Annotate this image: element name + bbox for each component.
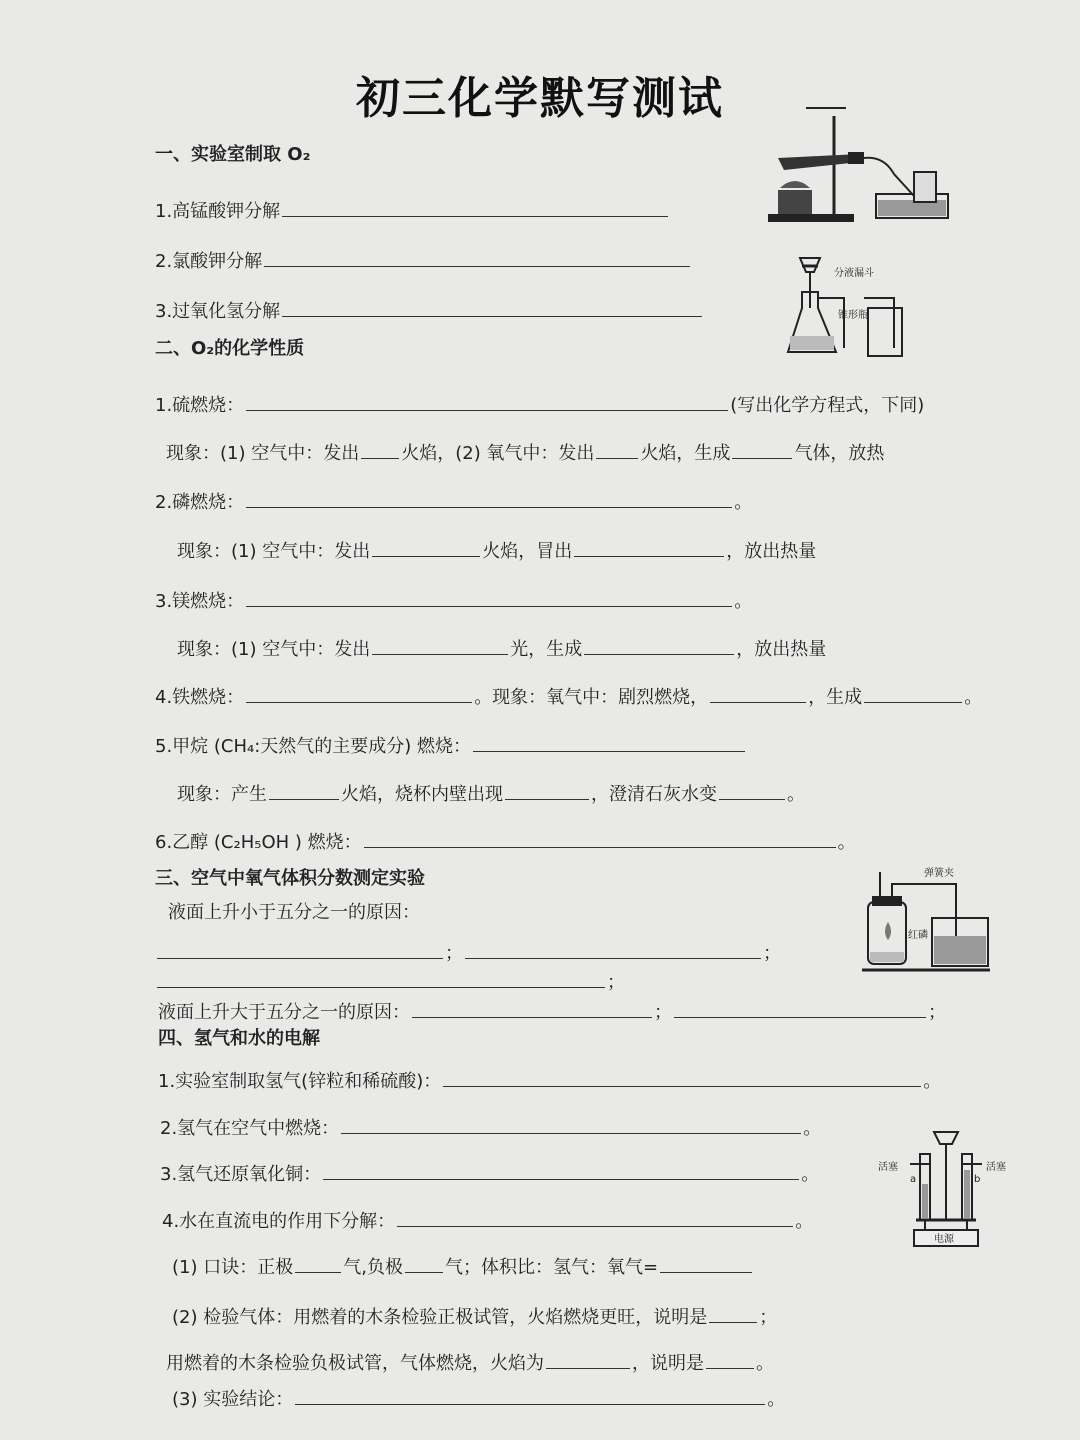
phen-text: 火焰，烧杯内壁出现: [341, 784, 503, 805]
p-text: (2) 检验气体：用燃着的木条检验正极试管，火焰燃烧更旺，说明是: [172, 1307, 708, 1328]
answer-blank[interactable]: [323, 1159, 799, 1180]
p-text: (1) 口诀：正极: [172, 1257, 294, 1278]
answer-blank[interactable]: [465, 938, 761, 959]
s1-q2-text: 2.氯酸钾分解: [155, 251, 263, 272]
s4-p2: [172, 1302, 777, 1331]
fig4-valve-left-label: 活塞: [878, 1162, 898, 1173]
answer-blank[interactable]: [246, 586, 732, 607]
phen-text: 现象：(1) 空气中：发出: [166, 443, 360, 464]
answer-blank[interactable]: [282, 196, 668, 217]
answer-blank[interactable]: [719, 779, 785, 800]
punct: 。: [964, 687, 983, 708]
phen-text: 火焰，(2) 氧气中：发出: [401, 443, 595, 464]
electrolysis-apparatus-figure: [876, 1124, 1016, 1250]
kmno4-apparatus-figure: [764, 104, 954, 228]
s2-q6: [155, 827, 856, 856]
s1-q2: [155, 246, 692, 275]
answer-blank[interactable]: [710, 682, 806, 703]
answer-blank[interactable]: [295, 1252, 341, 1273]
s1-q3-text: 3.过氧化氢分解: [155, 301, 281, 322]
answer-blank[interactable]: [157, 938, 443, 959]
answer-blank[interactable]: [264, 246, 690, 267]
p-text: 气；体积比：氢气：氧气=: [444, 1257, 659, 1278]
answer-blank[interactable]: [505, 779, 589, 800]
answer-blank[interactable]: [157, 967, 605, 988]
answer-blank[interactable]: [246, 390, 728, 411]
s4-q4-text: 4.水在直流电的作用下分解：: [162, 1211, 396, 1232]
fig3-p-label: 红磷: [908, 930, 928, 941]
answer-blank[interactable]: [443, 1066, 921, 1087]
p-text: 气,负极: [343, 1257, 403, 1278]
p-text: ，说明是: [632, 1353, 704, 1374]
answer-blank[interactable]: [372, 536, 480, 557]
answer-blank[interactable]: [295, 1384, 765, 1405]
page-title: 初三化学默写测试: [356, 73, 724, 124]
s4-p3: [172, 1384, 785, 1413]
punct: 。: [756, 1353, 774, 1374]
phen-text: 现象：产生: [177, 784, 267, 805]
phen-text: 火焰，冒出: [482, 541, 573, 562]
punct: 。: [923, 1071, 942, 1092]
s4-p1: [172, 1252, 754, 1281]
answer-blank[interactable]: [596, 438, 638, 459]
punct: 。: [767, 1389, 786, 1410]
punct: 。: [734, 591, 753, 612]
answer-blank[interactable]: [282, 296, 702, 317]
fig2-flask-label: 锥形瓶: [838, 310, 868, 321]
phen-text: ，放出热量: [736, 639, 827, 660]
s4-q4: [162, 1206, 813, 1235]
s2-q2: [155, 487, 752, 516]
phen-text: 现象：(1) 空气中：发出: [177, 639, 371, 660]
answer-blank[interactable]: [397, 1206, 793, 1227]
air-oxygen-apparatus-figure: [862, 866, 992, 974]
s2-q3-phenomenon: [177, 634, 826, 663]
s4-q1-text: 1.实验室制取氢气(锌粒和稀硫酸)：: [158, 1071, 442, 1092]
punct: ；: [928, 1002, 946, 1023]
s4-q3-text: 3.氢气还原氧化铜：: [160, 1164, 322, 1185]
s3-more: [158, 997, 946, 1026]
phen-text: 气体，放热: [794, 443, 885, 464]
p-text: 用燃着的木条检验负极试管，气体燃烧，火焰为: [166, 1353, 544, 1374]
fig4-b-label: b: [974, 1174, 981, 1185]
s2-q2-phenomenon: [177, 536, 816, 565]
h2o2-apparatus-figure: [784, 248, 914, 360]
answer-blank[interactable]: [674, 997, 926, 1018]
punct: ；: [654, 1002, 672, 1023]
p-text: (3) 实验结论：: [172, 1389, 294, 1410]
s4-q3: [160, 1159, 819, 1188]
answer-blank[interactable]: [405, 1252, 443, 1273]
punct: 。: [787, 784, 805, 805]
answer-blank[interactable]: [246, 487, 732, 508]
s2-q4: [155, 682, 982, 711]
answer-blank[interactable]: [341, 1113, 801, 1134]
answer-blank[interactable]: [364, 827, 836, 848]
punct: ；: [445, 943, 463, 964]
s2-q3-text: 3.镁燃烧：: [155, 591, 245, 612]
punct: 。: [795, 1211, 814, 1232]
s4-q1: [158, 1066, 941, 1095]
s2-q5-text: 5.甲烷 (CH₄:天然气的主要成分) 燃烧：: [155, 736, 472, 757]
punct: 。: [734, 492, 753, 513]
answer-blank[interactable]: [706, 1348, 754, 1369]
phen-text: 。现象：氧气中：剧烈燃烧，: [474, 687, 709, 708]
phen-text: ，放出热量: [726, 541, 817, 562]
s2-q1-text: 1.硫燃烧：: [155, 395, 245, 416]
phen-text: ，澄清石灰水变: [591, 784, 717, 805]
s2-q2-text: 2.磷燃烧：: [155, 492, 245, 513]
answer-blank[interactable]: [660, 1252, 752, 1273]
punct: 。: [803, 1118, 822, 1139]
section-4-heading: 四、氢气和水的电解: [158, 1028, 320, 1049]
answer-blank[interactable]: [709, 1302, 757, 1323]
section-3-heading: 三、空气中氧气体积分数测定实验: [155, 868, 425, 889]
s1-q1: [155, 196, 670, 225]
phen-text: 现象：(1) 空气中：发出: [177, 541, 371, 562]
s2-q1-phenomenon: [166, 438, 884, 467]
answer-blank[interactable]: [361, 438, 399, 459]
answer-blank[interactable]: [574, 536, 724, 557]
s2-q1-note: (写出化学方程式，下同): [730, 395, 925, 416]
answer-blank[interactable]: [246, 682, 472, 703]
answer-blank[interactable]: [546, 1348, 630, 1369]
s2-q6-text: 6.乙醇 (C₂H₅OH ) 燃烧：: [155, 832, 362, 853]
s2-q4-text: 4.铁燃烧：: [155, 687, 245, 708]
fig4-a-label: a: [910, 1174, 917, 1185]
fig3-clip-label: 弹簧夹: [924, 868, 954, 879]
punct: ；: [763, 943, 781, 964]
s1-q3: [155, 296, 704, 325]
fig4-power-label: 电源: [934, 1234, 954, 1245]
phen-text: 火焰，生成: [640, 443, 731, 464]
punct: 。: [801, 1164, 820, 1185]
s2-q5: [155, 731, 747, 760]
punct: ；: [607, 972, 625, 993]
s1-q1-text: 1.高锰酸钾分解: [155, 201, 281, 222]
punct: 。: [837, 832, 856, 853]
fig4-valve-right-label: 活塞: [986, 1162, 1006, 1173]
answer-blank[interactable]: [473, 731, 745, 752]
s3-more-text: 液面上升大于五分之一的原因：: [158, 1002, 410, 1023]
s3-less-text: 液面上升小于五分之一的原因：: [168, 902, 420, 923]
fig2-funnel-label: 分液漏斗: [834, 268, 874, 279]
section-2-heading: 二、O₂的化学性质: [155, 338, 305, 359]
punct: ；: [759, 1307, 778, 1328]
answer-blank[interactable]: [269, 779, 339, 800]
s4-q2: [160, 1113, 821, 1142]
phen-text: ，生成: [808, 687, 863, 708]
s2-q5-phenomenon: [177, 779, 805, 808]
answer-blank[interactable]: [372, 634, 508, 655]
answer-blank[interactable]: [732, 438, 792, 459]
answer-blank[interactable]: [864, 682, 962, 703]
s2-q1: [155, 390, 924, 419]
s4-p2-line2: [166, 1348, 774, 1377]
section-1-heading: 一、实验室制取 O₂: [155, 144, 311, 165]
phen-text: 光，生成: [510, 639, 583, 660]
s4-q2-text: 2.氢气在空气中燃烧：: [160, 1118, 340, 1139]
s3-less-blanks-1: [155, 938, 781, 967]
s2-q3: [155, 586, 752, 615]
answer-blank[interactable]: [584, 634, 734, 655]
answer-blank[interactable]: [412, 997, 652, 1018]
s3-less-blanks-2: [155, 967, 625, 996]
